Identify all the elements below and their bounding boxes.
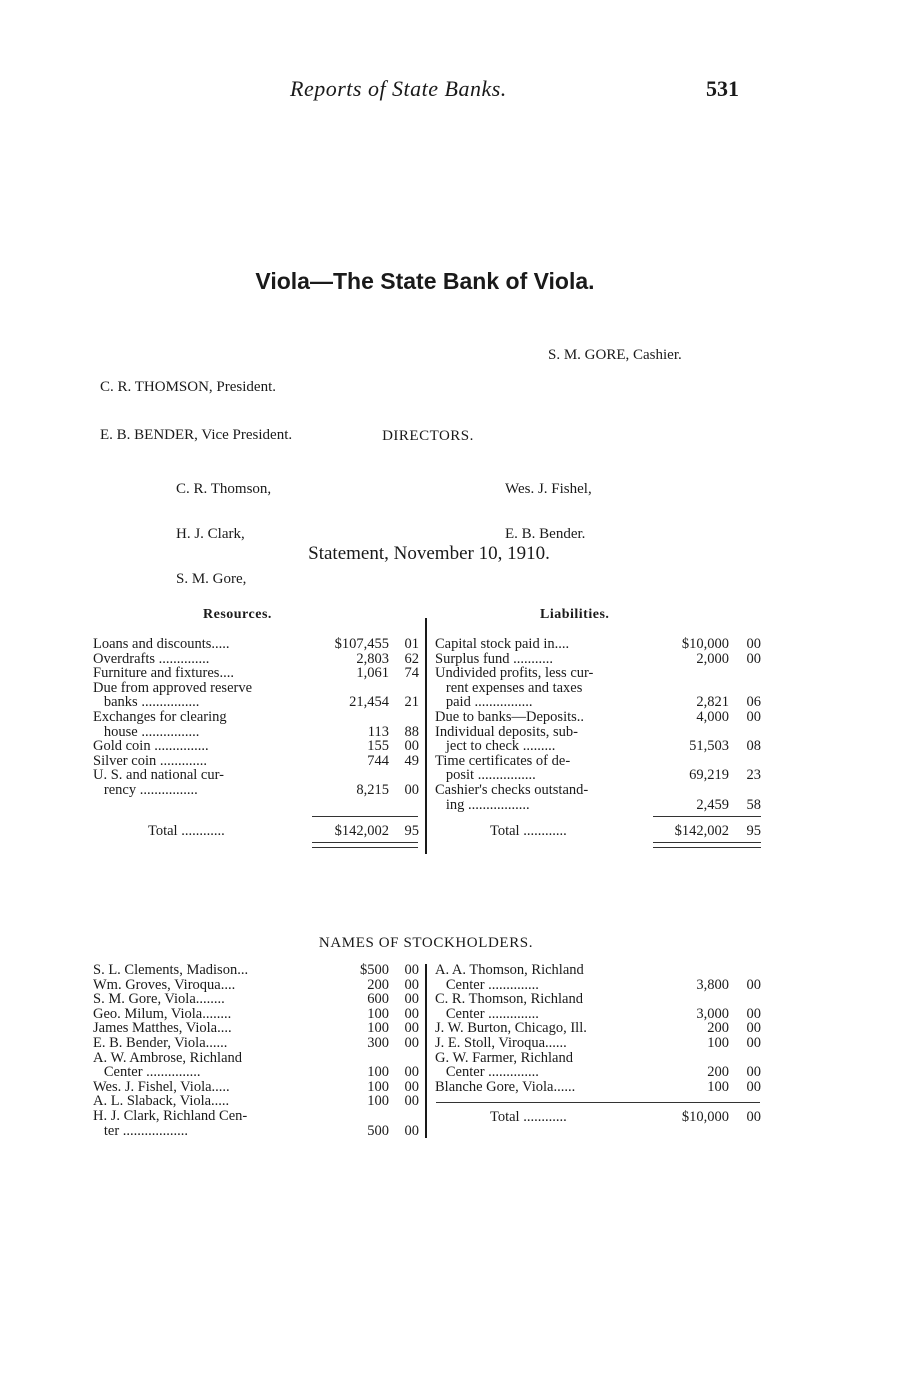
resources-table xyxy=(93,637,419,798)
stockholder-row xyxy=(93,1094,419,1109)
row-label: G. W. Farmer, Richland xyxy=(435,1049,573,1066)
resource-row xyxy=(93,695,419,710)
liability-row xyxy=(435,695,761,710)
officer-vice-president: E. B. BENDER, Vice President. xyxy=(100,427,293,443)
row-cents: 00 xyxy=(746,1005,761,1022)
stockholder-row xyxy=(93,978,419,993)
stockholder-row xyxy=(93,1007,419,1022)
row-cents: 00 xyxy=(746,976,761,993)
row-cents: 88 xyxy=(404,723,419,740)
row-label: Surplus fund ........... xyxy=(435,650,554,667)
director-name: C. R. Thomson, xyxy=(176,481,272,497)
row-label: Geo. Milum, Viola........ xyxy=(93,1005,232,1022)
row-cents: 00 xyxy=(404,1064,419,1081)
row-cents: 00 xyxy=(404,1078,419,1095)
row-label: Due from approved reserve xyxy=(93,679,253,696)
row-dollars: 100 xyxy=(367,1064,389,1081)
resource-row xyxy=(93,652,419,667)
total-cents: 95 xyxy=(404,823,419,839)
resource-row xyxy=(93,754,419,769)
stockholder-row xyxy=(93,992,419,1007)
row-dollars: 1,061 xyxy=(356,665,389,682)
stockholder-row xyxy=(93,1080,419,1095)
row-cents: 00 xyxy=(404,1122,419,1139)
row-dollars: 155 xyxy=(367,738,389,755)
row-dollars: 8,215 xyxy=(356,781,389,798)
stockholder-row xyxy=(93,1065,419,1080)
row-label: J. W. Burton, Chicago, Ill. xyxy=(435,1020,587,1037)
resources-double-rule xyxy=(312,842,418,848)
liability-row xyxy=(435,652,761,667)
row-label: ter .................. xyxy=(93,1122,189,1139)
stockholder-row xyxy=(435,1065,761,1080)
running-title: Reports of State Banks. xyxy=(290,76,507,101)
directors-heading: DIRECTORS. xyxy=(382,428,474,444)
liability-row xyxy=(435,666,761,681)
row-dollars: $500 xyxy=(360,962,389,978)
row-dollars: 100 xyxy=(367,1078,389,1095)
row-cents: 00 xyxy=(404,962,419,978)
row-label: H. J. Clark, Richland Cen- xyxy=(93,1107,248,1124)
row-cents: 00 xyxy=(404,781,419,798)
row-label: E. B. Bender, Viola...... xyxy=(93,1034,228,1051)
stockholder-row xyxy=(435,1007,761,1022)
stockholders-total-row xyxy=(435,1110,761,1125)
stockholder-row xyxy=(435,963,761,978)
director-name: H. J. Clark, xyxy=(176,526,245,542)
liabilities-subtotal-rule xyxy=(653,816,761,817)
row-label: Overdrafts .............. xyxy=(93,650,210,667)
resource-row xyxy=(93,739,419,754)
row-dollars: 2,000 xyxy=(696,650,729,667)
total-dollars: $10,000 xyxy=(681,1109,729,1125)
row-label: Undivided profits, less cur- xyxy=(435,665,594,682)
liability-row xyxy=(435,739,761,754)
director-name: Wes. J. Fishel, xyxy=(505,481,592,497)
row-label: house ................ xyxy=(93,723,200,740)
stockholders-left-table xyxy=(93,963,419,1138)
row-label: A. L. Slaback, Viola..... xyxy=(93,1093,230,1110)
row-label: ject to check ......... xyxy=(435,738,556,755)
resource-row xyxy=(93,725,419,740)
row-cents: 00 xyxy=(746,1078,761,1095)
liability-row xyxy=(435,754,761,769)
row-cents: 58 xyxy=(746,796,761,813)
row-cents: 01 xyxy=(404,636,419,652)
liability-row xyxy=(435,710,761,725)
officer-president: C. R. THOMSON, President. xyxy=(100,379,276,395)
row-label: Center .............. xyxy=(435,1064,539,1081)
row-cents: 00 xyxy=(746,708,761,725)
row-cents: 00 xyxy=(746,1034,761,1051)
row-cents: 00 xyxy=(404,976,419,993)
row-label: Time certificates of de- xyxy=(435,752,571,769)
row-label: Wm. Groves, Viroqua.... xyxy=(93,976,236,993)
total-dollars: $142,002 xyxy=(334,823,389,839)
directors-left xyxy=(176,452,271,602)
row-label: Cashier's checks outstand- xyxy=(435,781,589,798)
stockholder-row xyxy=(435,1021,761,1036)
stockholder-row xyxy=(435,978,761,993)
row-cents: 00 xyxy=(404,1005,419,1022)
row-label: Silver coin ............. xyxy=(93,752,207,769)
row-cents: 00 xyxy=(404,1034,419,1051)
row-cents: 00 xyxy=(404,991,419,1008)
row-label: Furniture and fixtures.... xyxy=(93,665,234,682)
row-dollars: 600 xyxy=(367,991,389,1008)
row-label: Center .............. xyxy=(435,1005,539,1022)
row-cents: 00 xyxy=(404,1020,419,1037)
row-dollars: 3,800 xyxy=(696,976,729,993)
row-dollars: 21,454 xyxy=(349,694,389,711)
row-dollars: $10,000 xyxy=(681,636,729,652)
stockholder-row xyxy=(435,1051,761,1066)
row-cents: 49 xyxy=(404,752,419,769)
stockholder-row xyxy=(93,1124,419,1139)
row-label: banks ................ xyxy=(93,694,200,711)
total-label: Total ............ xyxy=(490,1109,567,1125)
resource-row xyxy=(93,681,419,696)
statement-date: Statement, November 10, 1910. xyxy=(308,543,550,564)
bank-title: Viola—The State Bank of Viola. xyxy=(255,268,595,294)
liability-row xyxy=(435,681,761,696)
resource-row xyxy=(93,666,419,681)
resources-heading: Resources. xyxy=(203,607,272,622)
row-dollars: 2,803 xyxy=(356,650,389,667)
row-dollars: 100 xyxy=(367,1020,389,1037)
row-label: Gold coin ............... xyxy=(93,738,209,755)
row-label: J. E. Stoll, Viroqua...... xyxy=(435,1034,567,1051)
liabilities-total-row xyxy=(435,824,761,839)
stockholder-row xyxy=(435,1080,761,1095)
row-label: Exchanges for clearing xyxy=(93,708,227,725)
row-cents: 23 xyxy=(746,767,761,784)
stockholder-row xyxy=(435,992,761,1007)
row-label: ing ................. xyxy=(435,796,530,813)
row-cents: 00 xyxy=(404,1093,419,1110)
total-label: Total ............ xyxy=(490,823,567,839)
total-cents: 95 xyxy=(746,823,761,839)
row-dollars: 200 xyxy=(367,976,389,993)
row-label: Capital stock paid in.... xyxy=(435,636,570,652)
directors-right xyxy=(505,452,592,557)
row-label: Blanche Gore, Viola...... xyxy=(435,1078,576,1095)
row-dollars: 69,219 xyxy=(689,767,729,784)
row-dollars: 2,459 xyxy=(696,796,729,813)
officer-cashier: S. M. GORE, Cashier. xyxy=(548,347,682,363)
resource-row xyxy=(93,783,419,798)
row-label: A. W. Ambrose, Richland xyxy=(93,1049,243,1066)
row-cents: 00 xyxy=(746,1064,761,1081)
liability-row xyxy=(435,637,761,652)
row-label: Individual deposits, sub- xyxy=(435,723,578,740)
stockholders-right-table xyxy=(435,963,761,1094)
row-dollars: 3,000 xyxy=(696,1005,729,1022)
row-cents: 06 xyxy=(746,694,761,711)
liabilities-double-rule xyxy=(653,842,761,848)
row-dollars: 100 xyxy=(367,1093,389,1110)
row-label: U. S. and national cur- xyxy=(93,767,224,784)
row-dollars: 500 xyxy=(367,1122,389,1139)
stockholder-row xyxy=(93,1021,419,1036)
stockholder-row xyxy=(435,1036,761,1051)
resources-subtotal-rule xyxy=(312,816,418,817)
director-name: S. M. Gore, xyxy=(176,571,247,587)
row-dollars: 100 xyxy=(707,1034,729,1051)
resource-row xyxy=(93,768,419,783)
row-dollars: 200 xyxy=(707,1020,729,1037)
stockholders-total-rule xyxy=(436,1102,760,1103)
row-dollars: 100 xyxy=(707,1078,729,1095)
row-label: rency ................ xyxy=(93,781,198,798)
row-cents: 08 xyxy=(746,738,761,755)
row-dollars: 744 xyxy=(367,752,389,769)
stockholders-heading: NAMES OF STOCKHOLDERS. xyxy=(318,935,534,951)
column-divider xyxy=(425,618,427,854)
row-dollars: 4,000 xyxy=(696,708,729,725)
liability-row xyxy=(435,798,761,813)
row-label: Loans and discounts..... xyxy=(93,636,230,652)
row-label: posit ................ xyxy=(435,767,536,784)
row-label: Center ............... xyxy=(93,1064,201,1081)
row-label: A. A. Thomson, Richland xyxy=(435,962,584,978)
resources-total-row xyxy=(93,824,419,839)
row-label: rent expenses and taxes xyxy=(435,679,583,696)
row-cents: 62 xyxy=(404,650,419,667)
liability-row xyxy=(435,783,761,798)
page-number: 531 xyxy=(706,76,739,101)
row-dollars: 200 xyxy=(707,1064,729,1081)
liability-row xyxy=(435,725,761,740)
row-label: C. R. Thomson, Richland xyxy=(435,991,583,1008)
liabilities-table xyxy=(435,637,761,812)
row-cents: 74 xyxy=(404,665,419,682)
row-cents: 00 xyxy=(404,738,419,755)
resource-row xyxy=(93,637,419,652)
row-label: Center .............. xyxy=(435,976,539,993)
row-dollars: 113 xyxy=(367,723,389,740)
row-dollars: 100 xyxy=(367,1005,389,1022)
row-dollars: 300 xyxy=(367,1034,389,1051)
row-dollars: 2,821 xyxy=(696,694,729,711)
stockholder-row xyxy=(93,1036,419,1051)
row-cents: 00 xyxy=(746,650,761,667)
row-dollars: 51,503 xyxy=(689,738,729,755)
total-dollars: $142,002 xyxy=(674,823,729,839)
row-label: James Matthes, Viola.... xyxy=(93,1020,232,1037)
row-dollars: $107,455 xyxy=(334,636,389,652)
row-label: S. M. Gore, Viola........ xyxy=(93,991,225,1008)
stockholder-row xyxy=(93,1051,419,1066)
row-label: paid ................ xyxy=(435,694,533,711)
liability-row xyxy=(435,768,761,783)
total-label: Total ............ xyxy=(148,823,225,839)
resource-row xyxy=(93,710,419,725)
stockholders-divider xyxy=(425,964,427,1138)
row-label: S. L. Clements, Madison... xyxy=(93,962,249,978)
row-label: Wes. J. Fishel, Viola..... xyxy=(93,1078,230,1095)
stockholder-row xyxy=(93,1109,419,1124)
liabilities-heading: Liabilities. xyxy=(540,607,610,622)
row-cents: 00 xyxy=(746,636,761,652)
row-label: Due to banks—Deposits.. xyxy=(435,708,585,725)
director-name: E. B. Bender. xyxy=(505,526,586,542)
row-cents: 21 xyxy=(404,694,419,711)
row-cents: 00 xyxy=(746,1020,761,1037)
stockholder-row xyxy=(93,963,419,978)
total-cents: 00 xyxy=(746,1109,761,1125)
